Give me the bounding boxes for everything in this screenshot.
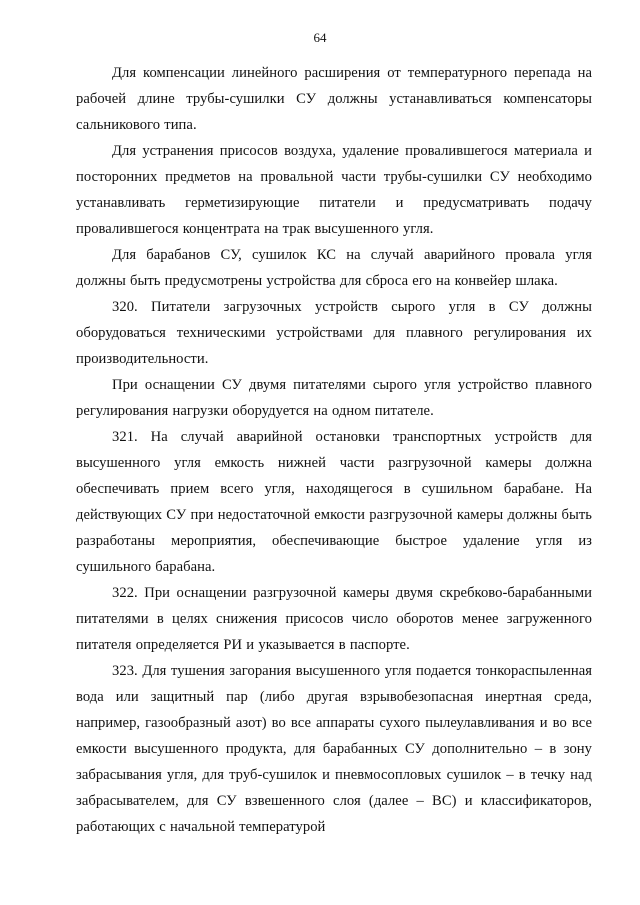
paragraph-323: 323. Для тушения загорания высушенного угля подается тонкораспыленная вода или защитный пар (либо другая взрывобезопасная инертная среда, например, газообразный азот) во все аппараты сухого пылеулавливания и во все емкости высушенного продукта, для барабанных СУ дополнительно – в зону забрасывания угля, для труб-сушилок и пневмосопловых сушилок – в течку над забрасывателем, для СУ взвешенного слоя (далее – ВС) и классификаторов, работающих с начальной температурой [76, 663, 592, 835]
paragraph-321: 321. На случай аварийной остановки транспортных устройств для высушенного угля емкость нижней части разгрузочной камеры должна обеспечивать прием всего угля, находящегося в сушильном барабане. На действующих СУ при недостаточной емкости разгрузочной камеры должны быть разработаны мероприятия, обеспечивающие быстрое удаление угля из сушильного барабана. [76, 429, 592, 575]
paragraph-compensators: Для компенсации линейного расширения от температурного перепада на рабочей длине трубы-сушилки СУ должны устанавливаться компенсаторы сальникового типа. [76, 65, 592, 133]
paragraph-two-feeders: При оснащении СУ двумя питателями сырого угля устройство плавного регулирования нагрузки оборудуется на одном питателе. [76, 377, 592, 419]
document-body [76, 60, 592, 840]
paragraph-drum-dryers: Для барабанов СУ, сушилок КС на случай аварийного провала угля должны быть предусмотрены устройства для сброса его на конвейер шлака. [76, 247, 592, 289]
page-number: 64 [313, 30, 327, 45]
paragraph-air-suction: Для устранения присосов воздуха, удаление провалившегося материала и посторонних предметов на провальной части трубы-сушилки СУ необходимо устанавливать герметизирующие питатели и предусматривать подачу провалившегося концентрата на трак высушенного угля. [76, 143, 592, 237]
paragraph-320: 320. Питатели загрузочных устройств сырого угля в СУ должны оборудоваться техническими устройствами для плавного регулирования их производительности. [76, 299, 592, 367]
paragraph-322: 322. При оснащении разгрузочной камеры двумя скребково-барабанными питателями в целях снижения присосов число оборотов менее загруженного питателя определяется РИ и указывается в паспорте. [76, 585, 592, 653]
